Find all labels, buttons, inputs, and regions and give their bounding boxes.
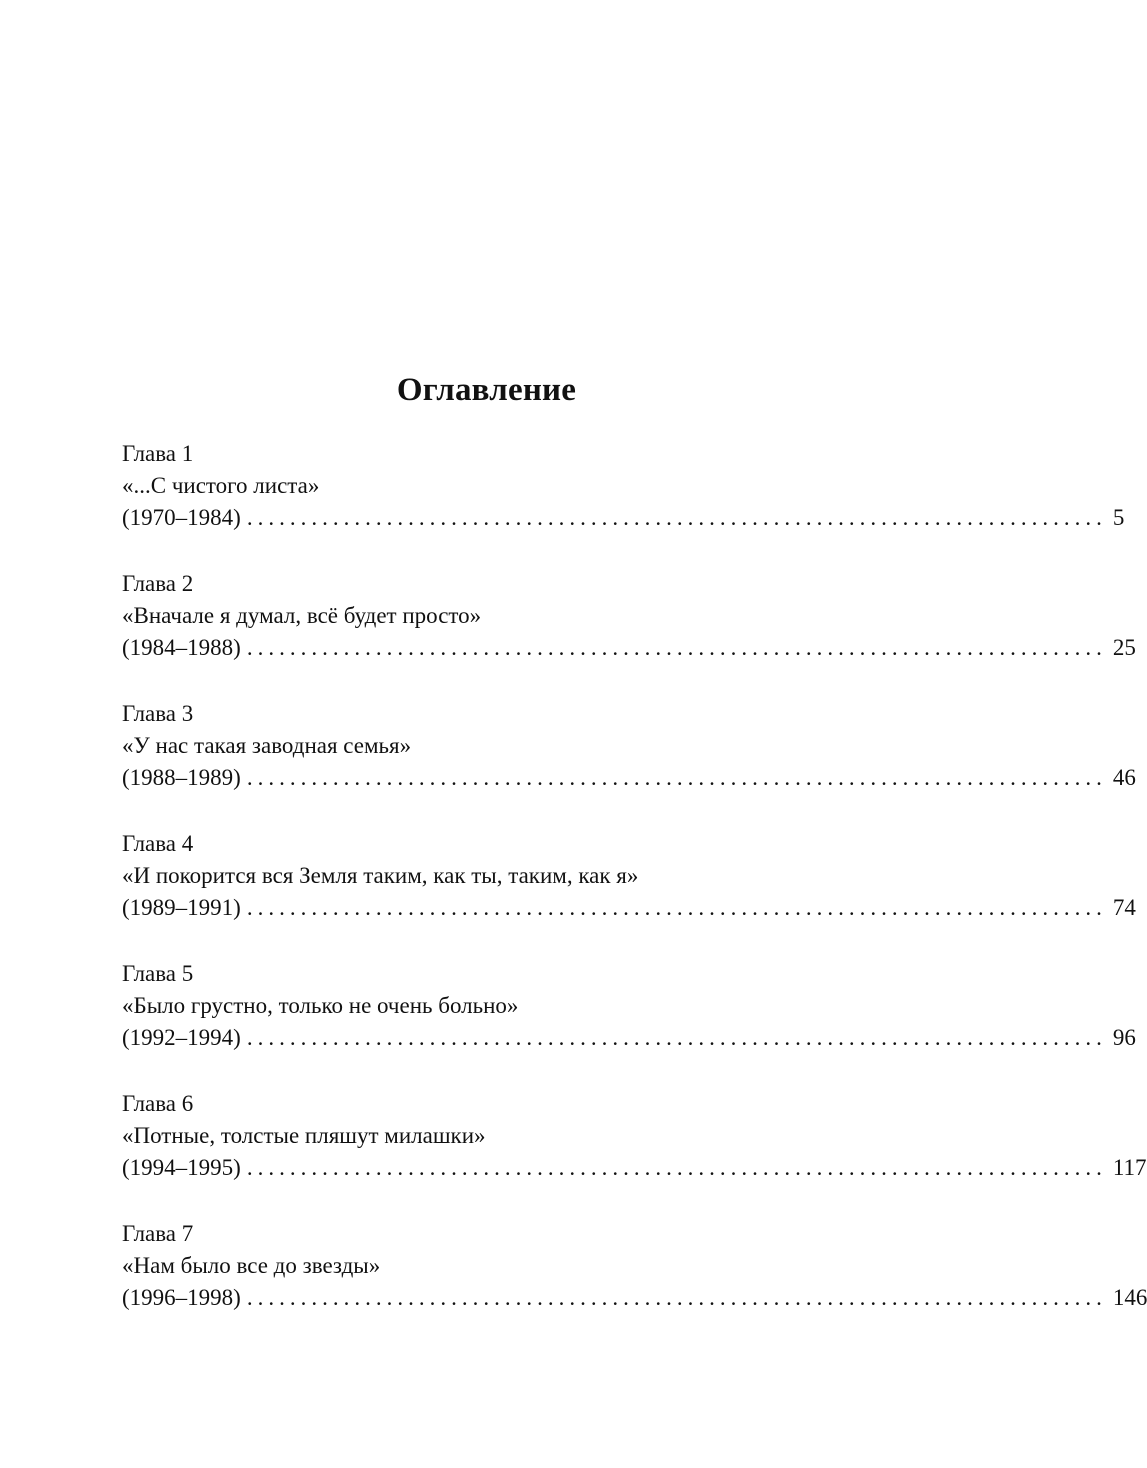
chapter-title: «Было грустно, только не очень больно» [122,993,519,1018]
chapter-label: Глава 2 [122,571,194,596]
dot-leader: ................................................................................ [246,765,1107,790]
chapter-label: Глава 4 [122,831,194,856]
chapter-years: (1989–1991) [122,895,241,920]
chapter-label: Глава 3 [122,701,194,726]
chapter-title: «И покорится вся Земля таким, как ты, таким, как я» [122,863,639,888]
page-number: 74 [1112,895,1136,920]
chapter-title: «Вначале я думал, всё будет просто» [122,603,482,628]
chapter-title: «Потные, толстые пляшут милашки» [122,1123,486,1148]
chapter-page-line [122,1022,1136,1054]
chapter-title: «Нам было все до звезды» [122,1253,381,1278]
toc-entry-2 [122,568,1136,698]
page-number: 46 [1112,765,1136,790]
toc-entry-6 [122,1088,1147,1218]
dot-leader: ................................................................................ [246,1025,1107,1050]
chapter-page-line [122,892,1136,924]
toc-entry-5 [122,958,1136,1088]
chapter-page-line [122,762,1136,794]
chapter-page-line [122,1282,1147,1314]
chapter-label: Глава 7 [122,1221,194,1246]
toc-entry-7 [122,1218,1147,1348]
dot-leader: ................................................................................ [246,1285,1107,1310]
page-number: 96 [1112,1025,1136,1050]
chapter-years: (1988–1989) [122,765,241,790]
dot-leader: ................................................................................ [246,505,1107,530]
page-title: Оглавление [396,372,577,408]
dot-leader: ................................................................................ [246,635,1107,660]
toc-entry-3 [122,698,1136,828]
chapter-years: (1992–1994) [122,1025,241,1050]
chapter-page-line [122,502,1125,534]
chapter-label: Глава 5 [122,961,194,986]
page-number: 25 [1112,635,1136,660]
chapter-label: Глава 1 [122,441,194,466]
toc-entry-1 [122,438,1125,568]
table-of-contents [122,438,1147,1348]
chapter-title: «...С чистого листа» [122,473,320,498]
chapter-page-line [122,632,1136,664]
chapter-page-line [122,1152,1147,1184]
page-number: 5 [1112,505,1125,530]
toc-entry-4 [122,828,1136,958]
page-number: 146 [1112,1285,1147,1310]
chapter-title: «У нас такая заводная семья» [122,733,412,758]
chapter-years: (1984–1988) [122,635,241,660]
chapter-years: (1996–1998) [122,1285,241,1310]
dot-leader: ................................................................................ [246,1155,1107,1180]
page-number: 117 [1112,1155,1147,1180]
chapter-years: (1970–1984) [122,505,241,530]
dot-leader: ................................................................................ [246,895,1107,920]
chapter-label: Глава 6 [122,1091,194,1116]
chapter-years: (1994–1995) [122,1155,241,1180]
